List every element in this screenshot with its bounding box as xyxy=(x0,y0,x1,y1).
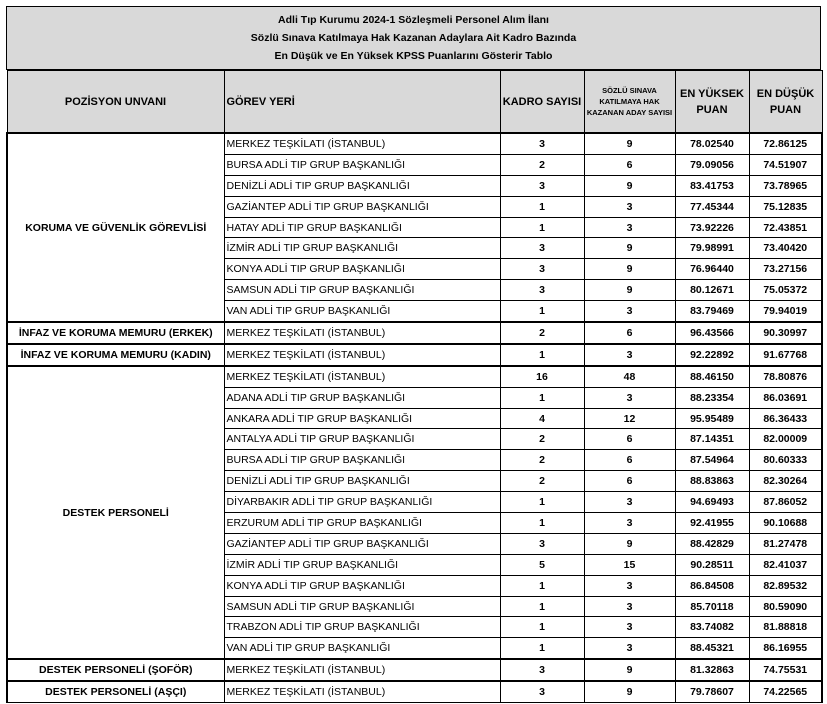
candidates-cell: 6 xyxy=(584,471,675,492)
location-cell: KONYA ADLİ TIP GRUP BAŞKANLIĞI xyxy=(224,259,500,280)
highest-score-cell: 95.95489 xyxy=(675,408,749,429)
lowest-score-cell: 78.80876 xyxy=(749,366,822,387)
location-cell: ANTALYA ADLİ TIP GRUP BAŞKANLIĞI xyxy=(224,429,500,450)
lowest-score-cell: 72.86125 xyxy=(749,133,822,154)
scores-table xyxy=(6,70,823,703)
table-row xyxy=(7,366,822,387)
candidates-cell: 9 xyxy=(584,681,675,702)
highest-score-cell: 88.46150 xyxy=(675,366,749,387)
quota-cell: 2 xyxy=(500,322,584,344)
quota-cell: 1 xyxy=(500,513,584,534)
location-cell: VAN ADLİ TIP GRUP BAŞKANLIĞI xyxy=(224,301,500,322)
location-cell: DENİZLİ ADLİ TIP GRUP BAŞKANLIĞI xyxy=(224,471,500,492)
quota-cell: 3 xyxy=(500,133,584,154)
quota-cell: 3 xyxy=(500,659,584,681)
highest-score-cell: 92.41955 xyxy=(675,513,749,534)
quota-cell: 1 xyxy=(500,344,584,366)
location-cell: HATAY ADLİ TIP GRUP BAŞKANLIĞI xyxy=(224,217,500,238)
highest-score-cell: 81.32863 xyxy=(675,659,749,681)
location-cell: ANKARA ADLİ TIP GRUP BAŞKANLIĞI xyxy=(224,408,500,429)
location-cell: ERZURUM ADLİ TIP GRUP BAŞKANLIĞI xyxy=(224,513,500,534)
lowest-score-cell: 79.94019 xyxy=(749,301,822,322)
highest-score-cell: 79.78607 xyxy=(675,681,749,702)
quota-cell: 2 xyxy=(500,471,584,492)
header-lowest: EN DÜŞÜK PUAN xyxy=(749,71,822,134)
location-cell: MERKEZ TEŞKİLATI (İSTANBUL) xyxy=(224,133,500,154)
location-cell: İZMİR ADLİ TIP GRUP BAŞKANLIĞI xyxy=(224,238,500,259)
quota-cell: 1 xyxy=(500,492,584,513)
position-title: İNFAZ VE KORUMA MEMURU (KADIN) xyxy=(7,344,224,366)
header-quota: KADRO SAYISI xyxy=(500,71,584,134)
lowest-score-cell: 72.43851 xyxy=(749,217,822,238)
lowest-score-cell: 81.27478 xyxy=(749,533,822,554)
lowest-score-cell: 86.16955 xyxy=(749,638,822,659)
quota-cell: 3 xyxy=(500,175,584,196)
candidates-cell: 6 xyxy=(584,450,675,471)
quota-cell: 1 xyxy=(500,196,584,217)
table-row xyxy=(7,344,822,366)
highest-score-cell: 87.14351 xyxy=(675,429,749,450)
lowest-score-cell: 74.22565 xyxy=(749,681,822,702)
quota-cell: 3 xyxy=(500,238,584,259)
highest-score-cell: 79.09056 xyxy=(675,154,749,175)
quota-cell: 2 xyxy=(500,429,584,450)
highest-score-cell: 83.41753 xyxy=(675,175,749,196)
lowest-score-cell: 73.27156 xyxy=(749,259,822,280)
location-cell: VAN ADLİ TIP GRUP BAŞKANLIĞI xyxy=(224,638,500,659)
candidates-cell: 3 xyxy=(584,617,675,638)
candidates-cell: 6 xyxy=(584,429,675,450)
lowest-score-cell: 73.78965 xyxy=(749,175,822,196)
header-position: POZİSYON UNVANI xyxy=(7,71,224,134)
table-row xyxy=(7,681,822,702)
candidates-cell: 3 xyxy=(584,387,675,408)
quota-cell: 1 xyxy=(500,575,584,596)
highest-score-cell: 88.42829 xyxy=(675,533,749,554)
candidates-cell: 3 xyxy=(584,196,675,217)
header-candidates: SÖZLÜ SINAVA KATILMAYA HAK KAZANAN ADAY SAYISI xyxy=(584,71,675,134)
candidates-cell: 3 xyxy=(584,301,675,322)
lowest-score-cell: 73.40420 xyxy=(749,238,822,259)
highest-score-cell: 77.45344 xyxy=(675,196,749,217)
lowest-score-cell: 74.51907 xyxy=(749,154,822,175)
quota-cell: 1 xyxy=(500,638,584,659)
quota-cell: 2 xyxy=(500,450,584,471)
lowest-score-cell: 82.00009 xyxy=(749,429,822,450)
quota-cell: 1 xyxy=(500,301,584,322)
quota-cell: 3 xyxy=(500,533,584,554)
position-title: İNFAZ VE KORUMA MEMURU (ERKEK) xyxy=(7,322,224,344)
quota-cell: 1 xyxy=(500,596,584,617)
candidates-cell: 15 xyxy=(584,554,675,575)
title-line-2: Sözlü Sınava Katılmaya Hak Kazanan Adaylara Ait Kadro Bazında xyxy=(250,32,577,44)
highest-score-cell: 73.92226 xyxy=(675,217,749,238)
table-row xyxy=(7,322,822,344)
candidates-cell: 6 xyxy=(584,322,675,344)
candidates-cell: 3 xyxy=(584,344,675,366)
candidates-cell: 9 xyxy=(584,238,675,259)
candidates-cell: 3 xyxy=(584,492,675,513)
quota-cell: 4 xyxy=(500,408,584,429)
candidates-cell: 3 xyxy=(584,217,675,238)
lowest-score-cell: 81.88818 xyxy=(749,617,822,638)
location-cell: MERKEZ TEŞKİLATI (İSTANBUL) xyxy=(224,366,500,387)
highest-score-cell: 83.79469 xyxy=(675,301,749,322)
highest-score-cell: 76.96440 xyxy=(675,259,749,280)
location-cell: BURSA ADLİ TIP GRUP BAŞKANLIĞI xyxy=(224,450,500,471)
quota-cell: 16 xyxy=(500,366,584,387)
location-cell: BURSA ADLİ TIP GRUP BAŞKANLIĞI xyxy=(224,154,500,175)
candidates-cell: 6 xyxy=(584,154,675,175)
location-cell: TRABZON ADLİ TIP GRUP BAŞKANLIĞI xyxy=(224,617,500,638)
highest-score-cell: 92.22892 xyxy=(675,344,749,366)
candidates-cell: 9 xyxy=(584,533,675,554)
candidates-cell: 9 xyxy=(584,280,675,301)
highest-score-cell: 83.74082 xyxy=(675,617,749,638)
candidates-cell: 3 xyxy=(584,638,675,659)
highest-score-cell: 94.69493 xyxy=(675,492,749,513)
highest-score-cell: 88.83863 xyxy=(675,471,749,492)
lowest-score-cell: 75.12835 xyxy=(749,196,822,217)
position-title: KORUMA VE GÜVENLİK GÖREVLİSİ xyxy=(7,133,224,322)
lowest-score-cell: 90.30997 xyxy=(749,322,822,344)
highest-score-cell: 88.45321 xyxy=(675,638,749,659)
lowest-score-cell: 75.05372 xyxy=(749,280,822,301)
title-line-1: Adli Tıp Kurumu 2024-1 Sözleşmeli Personel Alım İlanı xyxy=(278,14,549,26)
position-title: DESTEK PERSONELİ (ŞOFÖR) xyxy=(7,659,224,681)
location-cell: MERKEZ TEŞKİLATI (İSTANBUL) xyxy=(224,322,500,344)
highest-score-cell: 85.70118 xyxy=(675,596,749,617)
location-cell: GAZİANTEP ADLİ TIP GRUP BAŞKANLIĞI xyxy=(224,196,500,217)
location-cell: GAZİANTEP ADLİ TIP GRUP BAŞKANLIĞI xyxy=(224,533,500,554)
location-cell: MERKEZ TEŞKİLATI (İSTANBUL) xyxy=(224,659,500,681)
candidates-cell: 9 xyxy=(584,133,675,154)
highest-score-cell: 86.84508 xyxy=(675,575,749,596)
header-location: GÖREV YERİ xyxy=(224,71,500,134)
highest-score-cell: 90.28511 xyxy=(675,554,749,575)
highest-score-cell: 88.23354 xyxy=(675,387,749,408)
quota-cell: 2 xyxy=(500,154,584,175)
candidates-cell: 12 xyxy=(584,408,675,429)
position-title: DESTEK PERSONELİ (AŞÇI) xyxy=(7,681,224,702)
lowest-score-cell: 82.30264 xyxy=(749,471,822,492)
quota-cell: 1 xyxy=(500,217,584,238)
candidates-cell: 3 xyxy=(584,596,675,617)
location-cell: KONYA ADLİ TIP GRUP BAŞKANLIĞI xyxy=(224,575,500,596)
lowest-score-cell: 86.36433 xyxy=(749,408,822,429)
location-cell: MERKEZ TEŞKİLATI (İSTANBUL) xyxy=(224,344,500,366)
highest-score-cell: 87.54964 xyxy=(675,450,749,471)
lowest-score-cell: 87.86052 xyxy=(749,492,822,513)
lowest-score-cell: 86.03691 xyxy=(749,387,822,408)
header-row xyxy=(7,71,822,134)
candidates-cell: 9 xyxy=(584,659,675,681)
quota-cell: 3 xyxy=(500,280,584,301)
position-title: DESTEK PERSONELİ xyxy=(7,366,224,659)
location-cell: SAMSUN ADLİ TIP GRUP BAŞKANLIĞI xyxy=(224,280,500,301)
quota-cell: 3 xyxy=(500,259,584,280)
header-highest: EN YÜKSEK PUAN xyxy=(675,71,749,134)
location-cell: SAMSUN ADLİ TIP GRUP BAŞKANLIĞI xyxy=(224,596,500,617)
lowest-score-cell: 82.41037 xyxy=(749,554,822,575)
lowest-score-cell: 82.89532 xyxy=(749,575,822,596)
title-line-3: En Düşük ve En Yüksek KPSS Puanlarını Gösterir Tablo xyxy=(274,50,553,62)
highest-score-cell: 80.12671 xyxy=(675,280,749,301)
lowest-score-cell: 74.75531 xyxy=(749,659,822,681)
candidates-cell: 3 xyxy=(584,513,675,534)
location-cell: DİYARBAKIR ADLİ TIP GRUP BAŞKANLIĞI xyxy=(224,492,500,513)
location-cell: DENİZLİ ADLİ TIP GRUP BAŞKANLIĞI xyxy=(224,175,500,196)
document-sheet xyxy=(6,6,821,703)
lowest-score-cell: 80.59090 xyxy=(749,596,822,617)
lowest-score-cell: 90.10688 xyxy=(749,513,822,534)
highest-score-cell: 79.98991 xyxy=(675,238,749,259)
lowest-score-cell: 80.60333 xyxy=(749,450,822,471)
title-block xyxy=(6,6,821,70)
candidates-cell: 9 xyxy=(584,175,675,196)
candidates-cell: 48 xyxy=(584,366,675,387)
location-cell: İZMİR ADLİ TIP GRUP BAŞKANLIĞI xyxy=(224,554,500,575)
quota-cell: 1 xyxy=(500,387,584,408)
candidates-cell: 9 xyxy=(584,259,675,280)
lowest-score-cell: 91.67768 xyxy=(749,344,822,366)
quota-cell: 1 xyxy=(500,617,584,638)
location-cell: MERKEZ TEŞKİLATI (İSTANBUL) xyxy=(224,681,500,702)
table-row xyxy=(7,659,822,681)
table-body xyxy=(7,133,822,703)
quota-cell: 5 xyxy=(500,554,584,575)
highest-score-cell: 96.43566 xyxy=(675,322,749,344)
table-row xyxy=(7,133,822,154)
location-cell: ADANA ADLİ TIP GRUP BAŞKANLIĞI xyxy=(224,387,500,408)
candidates-cell: 3 xyxy=(584,575,675,596)
quota-cell: 3 xyxy=(500,681,584,702)
highest-score-cell: 78.02540 xyxy=(675,133,749,154)
